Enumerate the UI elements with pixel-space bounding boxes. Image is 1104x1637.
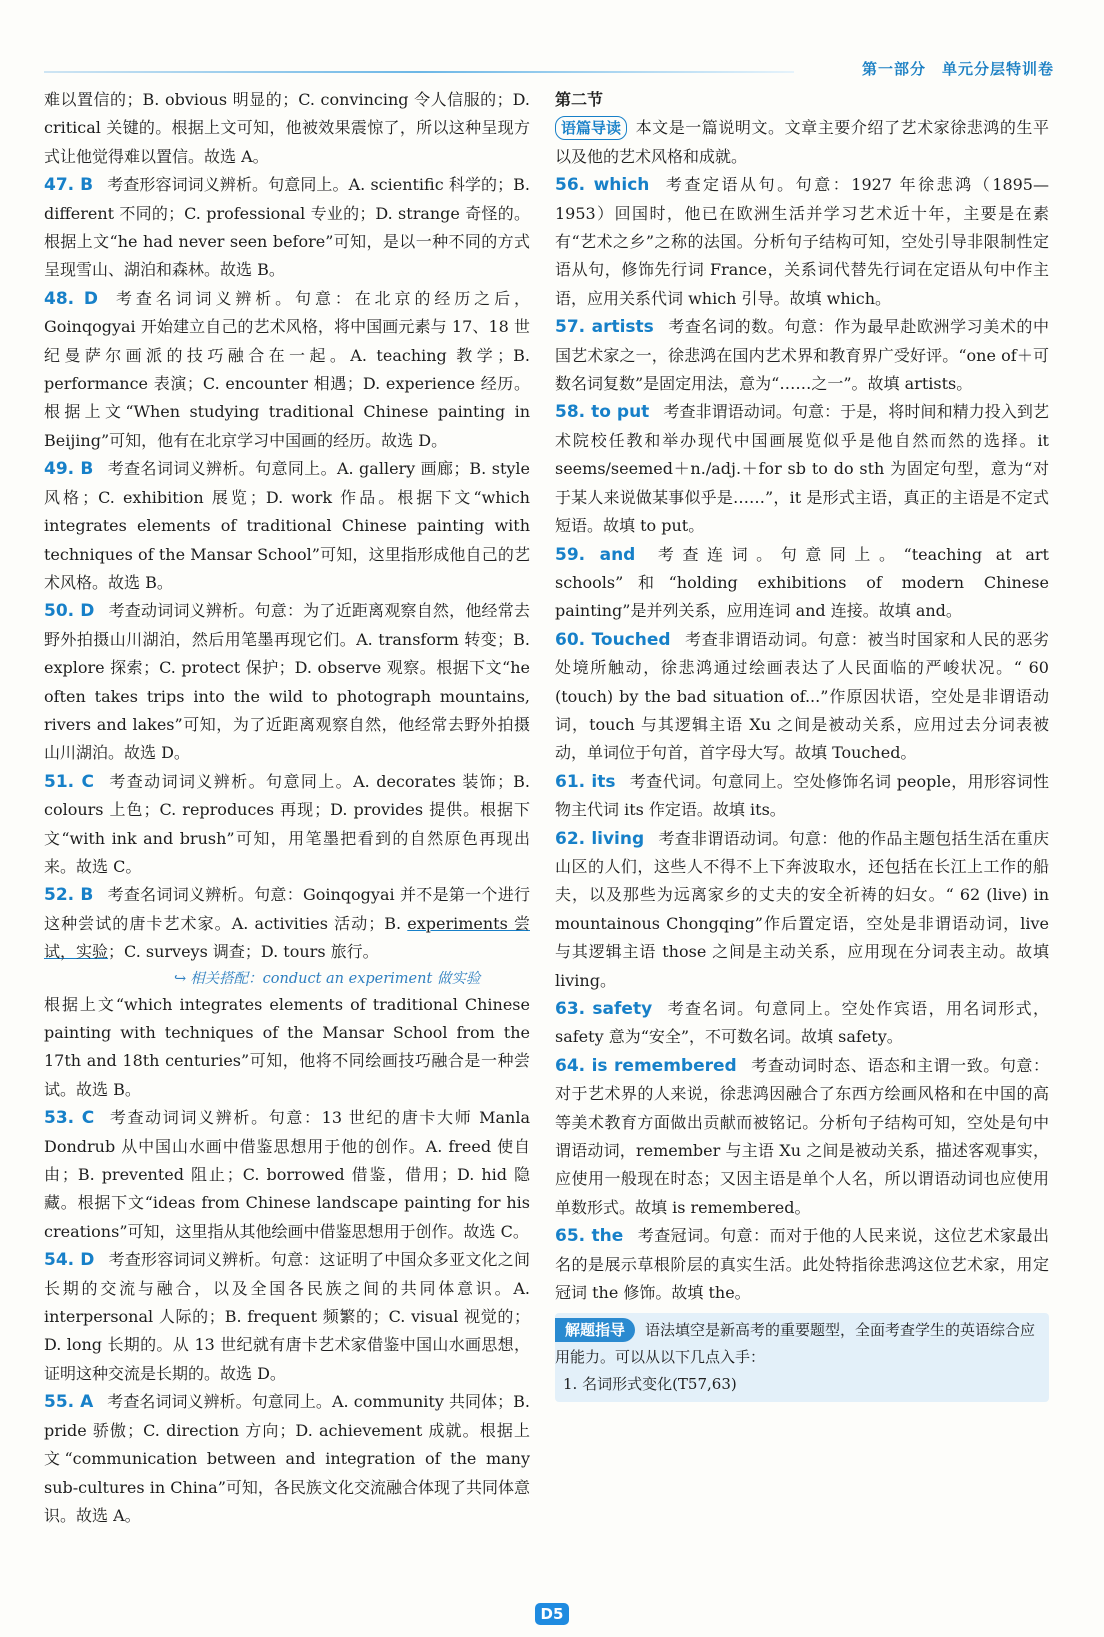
answer-item-52-cont: 根据上文“which integrates elements of traditional Chinese painting with techniques of the Mansar School from the 17th and 18th centuries”可知，他将不同绘画技巧融合是一种尝试。故选 B。 — [44, 994, 530, 1099]
solving-guide-box — [555, 1313, 1049, 1402]
answer-key: 54. D — [44, 1250, 95, 1271]
answer-key: 62. living — [555, 828, 645, 849]
explanation: 考查冠词。句意：而对于他的人民来说，这位艺术家最出名的是展示草根阶层的真实生活。此处特指徐悲鸿这位艺术家，用定冠词 the 修饰。故填 the。 — [555, 1226, 1049, 1303]
underlined-term: experiments 尝试，实验 — [44, 913, 530, 962]
guide-text: 本文是一篇说明文。文章主要介绍了艺术家徐悲鸿的生平以及他的艺术风格和成就。 — [555, 118, 1049, 166]
answer-key: 57. artists — [555, 317, 654, 338]
explanation-cont: ；C. surveys 调查；D. tours 旅行。 — [108, 942, 379, 962]
header-rule — [44, 71, 794, 73]
explanation: 考查定语从句。句意：1927 年徐悲鸿（1895—1953）回国时，他已在欧洲生活并学习艺术近十年，主要是在素有“艺术之乡”之称的法国。分析句子结构可知，空处引导非限制性定语从句，修饰先行词 France，关系词代替先行词在定语从句中作主语，应用关系代词 which 引导。故填 which。 — [555, 175, 1049, 308]
answer-item-62 — [555, 825, 1049, 995]
answer-item-56 — [555, 171, 1049, 313]
answer-item-51 — [44, 768, 530, 882]
answer-item-59 — [555, 541, 1049, 626]
answer-key: 63. safety — [555, 999, 653, 1019]
answer-key: 56. which — [555, 175, 650, 196]
answer-item-64 — [555, 1052, 1049, 1222]
answer-item-50 — [44, 597, 530, 767]
solving-guide-tag: 解题指导 — [555, 1318, 635, 1342]
answer-item-57 — [555, 313, 1049, 398]
header-label: 第一部分 单元分层特训卷 — [861, 60, 1054, 78]
answer-item-55 — [44, 1388, 530, 1530]
answer-item-54 — [44, 1246, 530, 1388]
answer-key: 58. to put — [555, 402, 650, 423]
explanation: 考查名词的数。句意：作为最早赴欧洲学习美术的中国艺术家之一，徐悲鸿在国内艺术界和教育界广受好评。“one of＋可数名词复数”是固定用法，意为“……之一”。故填 artists。 — [555, 317, 1049, 394]
intro-paragraph: 难以置信的；B. obvious 明显的；C. convincing 令人信服的；D. critical 关键的。根据上文可知，他被效果震惊了，所以这种呈现方式让他觉得难以置信。故选 A。 — [44, 90, 530, 166]
explanation: 考查形容词词义辨析。句意：这证明了中国众多亚文化之间长期的交流与融合，以及全国各民族之间的共同体意识。A. interpersonal 人际的；B. frequent 频繁的；C. visual 视觉的；D. long 长期的。从 13 世纪就有唐卡艺术家借鉴中国山水画思想，证明这种交流是长期的。故选 D。 — [44, 1250, 530, 1383]
curve-arrow-icon: ↪ — [174, 970, 187, 987]
explanation: 考查名词词义辨析。句意：Goinqogyai 并不是第一个进行这种尝试的唐卡艺术家。A. activities 活动；B. — [44, 885, 530, 933]
note-label: 相关搭配： — [190, 970, 263, 987]
answer-key: 53. C — [44, 1108, 95, 1129]
note-text: conduct an experiment 做实验 — [262, 970, 481, 987]
answer-key: 61. its — [555, 771, 616, 792]
right-column — [555, 86, 1049, 1402]
section-title: 第二节 — [555, 90, 604, 109]
answer-item-49 — [44, 455, 530, 597]
answer-item-58 — [555, 398, 1049, 540]
explanation: 考查非谓语动词。句意：被当时国家和人民的恶劣处境所触动，徐悲鸿通过绘画表达了人民面临的严峻状况。“ 60 (touch) by the bad situation of...”作原因状语，空处是非谓语动词，touch 与其逻辑主语 Xu 之间是被动关系，应用过去分词表被动，单词位于句首，首字母大写。故填 Touched。 — [555, 629, 1049, 763]
passage-guide — [555, 114, 1049, 171]
explanation: 考查非谓语动词。句意：他的作品主题包括生活在重庆山区的人们，这些人不得不上下奔波取水，还包括在长江上工作的船夫，以及那些为远离家乡的丈夫的安全祈祷的妇女。“ 62 (live) in mountainous Chongqing”作后置定语，空处是非谓语动词，live 与其逻辑主语 those 之间是主动关系，应用现在分词表主动。故填 living。 — [555, 828, 1049, 990]
answer-key: 55. A — [44, 1392, 94, 1413]
explanation: 考查动词词义辨析。句意：13 世纪的唐卡大师 Manla Dondrub 从中国山水画中借鉴思想用于他的创作。A. freed 使自由；B. prevented 阻止；C. borrowed 借鉴，借用；D. hid 隐藏。根据下文“ideas from Chinese landscape painting for his creations”可知，这里指从其他绘画中借鉴思想用于创作。故选 C。 — [44, 1108, 530, 1241]
answer-item-63 — [555, 995, 1049, 1052]
answer-key: 60. Touched — [555, 629, 671, 650]
explanation: 考查名词词义辨析。句意同上。A. gallery 画廊；B. style 风格；C. exhibition 展览；D. work 作品。根据下文“which integrates elements of traditional Chinese painting with techniques of the Mansar School”可知，这里指形成他自己的艺术风格。故选 B。 — [44, 459, 530, 592]
answer-item-65 — [555, 1222, 1049, 1307]
solving-guide-point: 1. 名词形式变化(T57,63) — [563, 1375, 737, 1394]
answer-key: 65. the — [555, 1226, 624, 1247]
answer-item-47 — [44, 171, 530, 285]
answer-key: 51. C — [44, 771, 94, 792]
explanation: 考查非谓语动词。句意：于是，将时间和精力投入到艺术院校任教和举办现代中国画展览似乎是他自然而然的选择。it seems/seemed＋n./adj.＋for sb to do sth 为固定句型，意为“对于某人来说做某事似乎是……”，it 是形式主语，真正的主语是不定式短语。故填 to put。 — [555, 402, 1049, 536]
guide-tag: 语篇导读 — [555, 116, 627, 140]
solving-guide-text: 语法填空是新高考的重要题型，全面考查学生的英语综合应用能力。可以从以下几点入手： — [555, 1321, 1036, 1367]
explanation: 考查连词。句意同上。“teaching at art schools”和“holding exhibitions of modern Chinese painting”是并列关系，应用连词 and 连接。故填 and。 — [555, 544, 1049, 621]
explanation: 考查名词词义辨析。句意同上。A. community 共同体；B. pride 骄傲；C. direction 方向；D. achievement 成就。根据上文“communication between and integration of the many sub-cultures in China”可知，各民族文化交流融合体现了共同体意识。故选 A。 — [44, 1392, 530, 1525]
answer-item-60 — [555, 626, 1049, 768]
answer-key: 59. and — [555, 544, 636, 565]
answer-key: 49. B — [44, 459, 94, 480]
answer-key: 52. B — [44, 885, 94, 906]
answer-item-61 — [555, 768, 1049, 825]
answer-key: 50. D — [44, 601, 95, 622]
answer-item-52 — [44, 881, 530, 966]
left-column — [44, 86, 530, 1530]
explanation: 考查名词。句意同上。空处作宾语，用名词形式，safety 意为“安全”，不可数名词。故填 safety。 — [555, 999, 1049, 1047]
answer-item-48 — [44, 285, 530, 455]
answer-key: 47. B — [44, 175, 94, 196]
explanation: 考查动词时态、语态和主谓一致。句意：对于艺术界的人来说，徐悲鸿因融合了东西方绘画风格和在中国的高等美术教育方面做出贡献而被铭记。分析句子结构可知，空处是句中谓语动词，remember 与主语 Xu 之间是被动关系，描述客观事实，应使用一般现在时态；又因主语是单个人名，所以谓语动词也应使用单数形式。故填 is remembered。 — [555, 1055, 1049, 1217]
answer-key: 48. D — [44, 288, 99, 309]
answer-item-53 — [44, 1104, 530, 1246]
explanation: 考查动词词义辨析。句意：为了近距离观察自然，他经常去野外拍摄山川湖泊，然后用笔墨再现它们。A. transform 转变；B. explore 探索；C. protect 保护；D. observe 观察。根据下文“he often takes trips into the wild to photograph mountains, rivers and lakes”可知，为了近距离观察自然，他经常去野外拍摄山川湖泊。故选 D。 — [44, 601, 530, 763]
explanation: 考查形容词词义辨析。句意同上。A. scientific 科学的；B. different 不同的；C. professional 专业的；D. strange 奇怪的。根据上文“he had never seen before”可知，是以一种不同的方式呈现雪山、湖泊和森林。故选 B。 — [44, 175, 530, 280]
answer-key: 64. is remembered — [555, 1055, 737, 1076]
explanation: 考查动词词义辨析。句意同上。A. decorates 装饰；B. colours 上色；C. reproduces 再现；D. provides 提供。根据下文“with ink and brush”可知，用笔墨把看到的自然原色再现出来。故选 C。 — [44, 771, 530, 876]
explanation: 考查名词词义辨析。句意：在北京的经历之后，Goinqogyai 开始建立自己的艺术风格，将中国画元素与 17、18 世纪曼萨尔画派的技巧融合在一起。A. teaching 教学；B. performance 表演；C. encounter 相遇；D. experience 经历。根据上文“When studying traditional Chinese painting in Beijing”可知，他有在北京学习中国画的经历。故选 D。 — [44, 288, 530, 450]
page-number: D5 — [535, 1603, 569, 1625]
collocation-note — [44, 967, 530, 991]
explanation: 考查代词。句意同上。空处修饰名词 people，用形容词性物主代词 its 作定语。故填 its。 — [555, 771, 1049, 820]
